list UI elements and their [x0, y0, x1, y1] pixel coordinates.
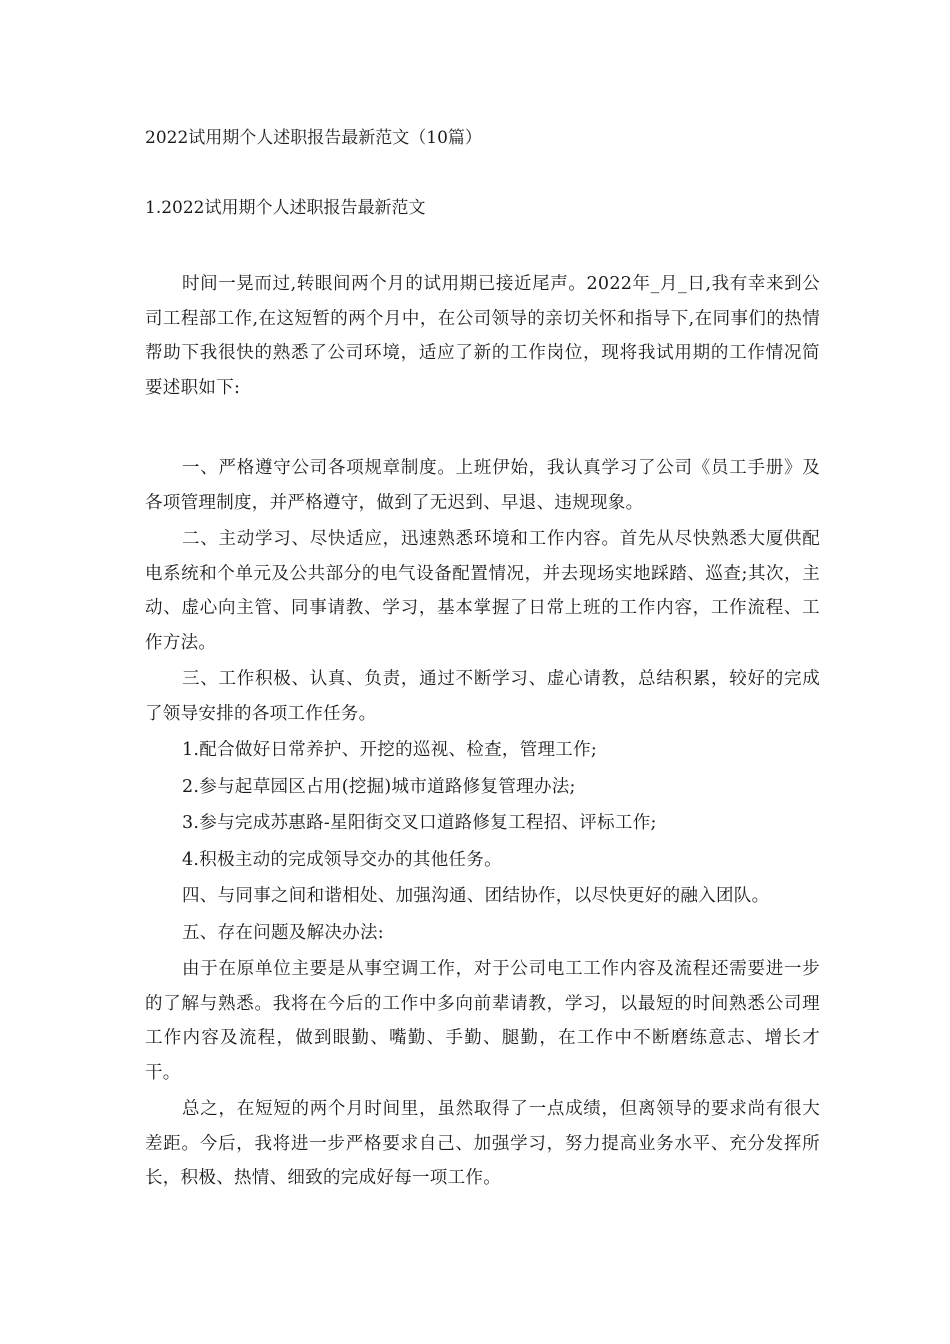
list-item-4: 4.积极主动的完成领导交办的其他任务。: [182, 849, 502, 870]
list-item-2: 2.参与起草园区占用(挖掘)城市道路修复管理办法;: [182, 776, 576, 797]
paragraph-point-4: 四、与同事之间和谐相处、加强沟通、团结协作，以尽快更好的融入团队。: [182, 886, 770, 906]
section-title: 1.2022试用期个人述职报告最新范文: [145, 198, 426, 218]
paragraph-point-2: 二、主动学习、尽快适应，迅速熟悉环境和工作内容。首先从尽快熟悉大厦供配电系统和个单元及公共部分的电气设备配置情况，并去现场实地踩踏、巡查;其次，主动、虚心向主管、同事请教、学习，基本掌握了日常上班的工作内容，工作流程、工作方法。: [145, 529, 820, 653]
paragraph-point-3: 三、工作积极、认真、负责，通过不断学习、虚心请教，总结积累，较好的完成了领导安排的各项工作任务。: [145, 669, 820, 724]
list-item-3: 3.参与完成苏惠路-星阳街交叉口道路修复工程招、评标工作;: [182, 813, 657, 833]
document-title: 2022试用期个人述职报告最新范文（10篇）: [145, 128, 482, 148]
paragraph-point-1: 一、严格遵守公司各项规章制度。上班伊始，我认真学习了公司《员工手册》及各项管理制度，并严格遵守，做到了无迟到、早退、违规现象。: [145, 458, 820, 513]
paragraph-solutions: 由于在原单位主要是从事空调工作，对于公司电工工作内容及流程还需要进一步的了解与熟悉。我将在今后的工作中多向前辈请教，学习，以最短的时间熟悉公司理工作内容及流程，做到眼勤、嘴勤、手勤、腿勤，在工作中不断磨练意志、增长才干。: [145, 959, 820, 1083]
paragraph-point-5: 五、存在问题及解决办法:: [182, 922, 384, 943]
document-body: [145, 124, 820, 1196]
list-item-1: 1.配合做好日常养护、开挖的巡视、检查，管理工作;: [182, 740, 598, 760]
paragraph-conclusion: 总之，在短短的两个月时间里，虽然取得了一点成绩，但离领导的要求尚有很大差距。今后，我将进一步严格要求自己、加强学习，努力提高业务水平、充分发挥所长，积极、热情、细致的完成好每一项工作。: [145, 1099, 820, 1188]
paragraph-intro: 时间一晃而过,转眼间两个月的试用期已接近尾声。2022年_月_日,我有幸来到公司工程部工作,在这短暂的两个月中，在公司领导的亲切关怀和指导下,在同事们的热情帮助下我很快的熟悉了公司环境，适应了新的工作岗位，现将我试用期的工作情况简要述职如下:: [145, 274, 820, 398]
